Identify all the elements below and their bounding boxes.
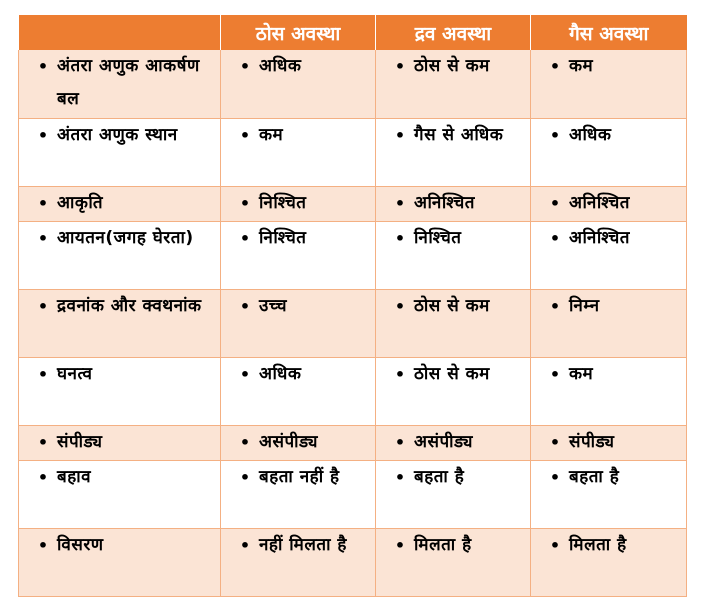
cell-content — [29, 529, 214, 562]
bullet-icon: • — [37, 125, 49, 145]
cell-content — [541, 426, 680, 459]
bullet-icon: • — [394, 432, 406, 452]
table-cell-property — [19, 221, 221, 289]
bullet-icon: • — [549, 296, 561, 316]
header-cell-solid: ठोस अवस्था — [221, 15, 376, 50]
bullet-icon: • — [394, 535, 406, 555]
cell-content — [231, 50, 369, 83]
table-row — [19, 357, 687, 425]
cell-text: अनिश्चित — [414, 192, 475, 213]
cell-text: घनत्व — [57, 363, 93, 384]
cell-content — [29, 222, 214, 255]
cell-content — [541, 290, 680, 323]
table-cell-liquid — [376, 357, 531, 425]
cell-text: ठोस से कम — [414, 56, 490, 76]
cell-text: ठोस से कम — [414, 363, 490, 384]
table-cell-solid — [221, 528, 376, 596]
cell-text: निश्चित — [414, 227, 462, 248]
bullet-icon: • — [37, 193, 49, 213]
table-cell-liquid — [376, 221, 531, 289]
bullet-icon: • — [394, 57, 406, 76]
cell-text: कम — [259, 124, 284, 145]
cell-content — [231, 461, 369, 494]
bullet-icon: • — [394, 193, 406, 213]
table-cell-property — [19, 50, 221, 118]
cell-text: निश्चित — [259, 227, 307, 248]
cell-content — [386, 187, 524, 220]
cell-content — [386, 461, 524, 494]
bullet-icon: • — [394, 364, 406, 384]
cell-content — [231, 290, 369, 323]
cell-content — [29, 358, 214, 391]
header-cell-gas: गैस अवस्था — [531, 15, 687, 50]
cell-content — [541, 222, 680, 255]
cell-content — [231, 119, 369, 152]
cell-content — [29, 290, 214, 323]
table-row — [19, 50, 687, 118]
cell-text: संपीड्य — [569, 431, 615, 452]
bullet-icon: • — [239, 193, 251, 213]
cell-content — [386, 529, 524, 562]
cell-text: मिलता है — [414, 534, 472, 555]
cell-content — [541, 358, 680, 391]
header-cell-property — [19, 15, 221, 50]
table-cell-liquid — [376, 50, 531, 118]
table-cell-liquid — [376, 425, 531, 460]
cell-text: अधिक — [259, 56, 302, 76]
cell-content — [541, 529, 680, 562]
table-cell-property — [19, 357, 221, 425]
cell-text: अधिक — [569, 124, 612, 145]
cell-content — [231, 187, 369, 220]
cell-text: द्रवनांक और क्वथनांक — [57, 295, 202, 316]
table-cell-property — [19, 425, 221, 460]
cell-text: असंपीड्य — [259, 431, 319, 452]
header-cell-liquid: द्रव अवस्था — [376, 15, 531, 50]
bullet-icon: • — [239, 228, 251, 248]
bullet-icon: • — [239, 432, 251, 452]
bullet-icon: • — [239, 535, 251, 555]
cell-text: बहता है — [569, 466, 620, 487]
cell-text: अनिश्चित — [569, 192, 630, 213]
table-row — [19, 425, 687, 460]
cell-text: मिलता है — [569, 534, 627, 555]
bullet-icon: • — [37, 535, 49, 555]
table-row — [19, 528, 687, 596]
cell-text: अधिक — [259, 363, 302, 384]
table-cell-gas — [531, 186, 687, 221]
cell-content — [29, 187, 214, 220]
table-row — [19, 221, 687, 289]
cell-text: अंतरा अणुक आकर्षण बल — [57, 56, 200, 109]
bullet-icon: • — [549, 193, 561, 213]
table-cell-liquid — [376, 528, 531, 596]
table-cell-gas — [531, 221, 687, 289]
cell-text: विसरण — [57, 534, 104, 555]
bullet-icon: • — [394, 467, 406, 487]
bullet-icon: • — [37, 228, 49, 248]
table-cell-solid — [221, 50, 376, 118]
cell-content — [386, 290, 524, 323]
cell-content — [541, 50, 680, 83]
cell-content — [541, 187, 680, 220]
table-cell-liquid — [376, 186, 531, 221]
table-cell-solid — [221, 221, 376, 289]
cell-text: बहता है — [414, 466, 465, 487]
cell-content — [29, 119, 214, 152]
cell-text: असंपीड्य — [414, 431, 474, 452]
cell-content — [386, 222, 524, 255]
table-cell-liquid — [376, 289, 531, 357]
cell-content — [231, 358, 369, 391]
bullet-icon: • — [37, 296, 49, 316]
bullet-icon: • — [549, 125, 561, 145]
table-cell-solid — [221, 460, 376, 528]
cell-content — [386, 119, 524, 152]
bullet-icon: • — [37, 364, 49, 384]
cell-text: आयतन(जगह घेरता) — [57, 227, 194, 248]
table-cell-gas — [531, 425, 687, 460]
table-cell-solid — [221, 186, 376, 221]
bullet-icon: • — [239, 467, 251, 487]
bullet-icon: • — [549, 364, 561, 384]
cell-content — [386, 50, 524, 83]
cell-text: गैस से अधिक — [414, 124, 504, 145]
cell-text: आकृति — [57, 192, 104, 213]
table-cell-liquid — [376, 118, 531, 186]
cell-text: बहाव — [57, 466, 92, 487]
table-cell-property — [19, 460, 221, 528]
bullet-icon: • — [37, 432, 49, 452]
table-row — [19, 118, 687, 186]
cell-text: अंतरा अणुक स्थान — [57, 124, 178, 145]
cell-text: अनिश्चित — [569, 227, 630, 248]
table-cell-property — [19, 186, 221, 221]
bullet-icon: • — [37, 467, 49, 487]
bullet-icon: • — [549, 432, 561, 452]
bullet-icon: • — [239, 364, 251, 384]
table-cell-gas — [531, 289, 687, 357]
table-cell-gas — [531, 460, 687, 528]
table-cell-solid — [221, 118, 376, 186]
cell-text: कम — [569, 56, 594, 76]
cell-content — [541, 461, 680, 494]
bullet-icon: • — [239, 57, 251, 76]
cell-content — [231, 426, 369, 459]
cell-content — [386, 426, 524, 459]
table-cell-gas — [531, 357, 687, 425]
cell-text: निश्चित — [259, 192, 307, 213]
cell-text: संपीड्य — [57, 431, 103, 452]
table-row — [19, 460, 687, 528]
table-cell-property — [19, 528, 221, 596]
cell-text: नहीं मिलता है — [259, 534, 347, 555]
bullet-icon: • — [394, 296, 406, 316]
cell-text: निम्न — [569, 295, 600, 316]
table-cell-property — [19, 118, 221, 186]
bullet-icon: • — [549, 228, 561, 248]
bullet-icon: • — [394, 125, 406, 145]
bullet-icon: • — [394, 228, 406, 248]
table-cell-solid — [221, 357, 376, 425]
bullet-icon: • — [549, 57, 561, 76]
cell-content — [29, 461, 214, 494]
table-cell-gas — [531, 118, 687, 186]
bullet-icon: • — [239, 296, 251, 316]
bullet-icon: • — [37, 57, 49, 76]
table-cell-liquid — [376, 460, 531, 528]
table-cell-solid — [221, 289, 376, 357]
table-row — [19, 289, 687, 357]
cell-content — [231, 529, 369, 562]
cell-content — [231, 222, 369, 255]
bullet-icon: • — [549, 467, 561, 487]
cell-text: उच्च — [259, 295, 288, 316]
states-of-matter-table — [18, 15, 687, 597]
cell-text: कम — [569, 363, 594, 384]
cell-text: ठोस से कम — [414, 295, 490, 316]
cell-text: बहता नहीं है — [259, 466, 340, 487]
table-row — [19, 186, 687, 221]
cell-content — [541, 119, 680, 152]
table-cell-gas — [531, 50, 687, 118]
table-cell-gas — [531, 528, 687, 596]
cell-content — [29, 50, 214, 116]
header-row — [19, 15, 687, 50]
bullet-icon: • — [549, 535, 561, 555]
cell-content — [29, 426, 214, 459]
table-cell-solid — [221, 425, 376, 460]
cell-content — [386, 358, 524, 391]
bullet-icon: • — [239, 125, 251, 145]
table-cell-property — [19, 289, 221, 357]
